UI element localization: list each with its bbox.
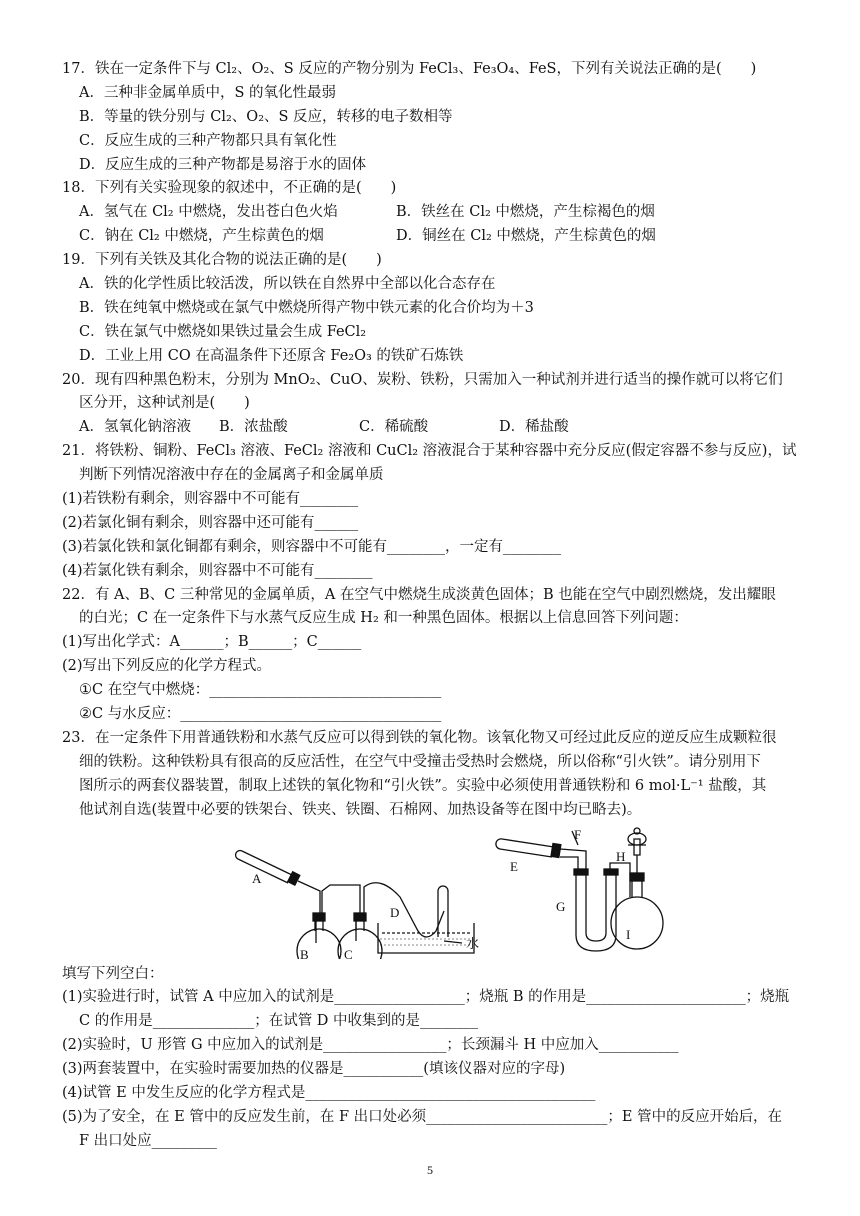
text-line-indented: A．三种非金属单质中，S 的氧化性最弱 xyxy=(79,84,337,101)
label-G: G xyxy=(556,898,566,914)
text-line: (1)若铁粉有剩余，则容器中不可能有________ xyxy=(62,491,359,508)
text-line-indented: F 出口处应_________ xyxy=(79,1132,217,1149)
text-line-indented: 他试剂自选(装置中必要的铁架台、铁夹、铁圈、石棉网、加热设备等在图中均已略去)。 xyxy=(79,801,642,818)
text-line: 18．下列有关实验现象的叙述中，不正确的是( ) xyxy=(62,180,397,197)
option-item: C．钠在 Cl₂ 中燃烧，产生棕黄色的烟 xyxy=(79,228,324,245)
option-item: A．氢氧化钠溶液 xyxy=(79,419,191,436)
test-tube-A xyxy=(236,850,320,918)
apparatus-diagram xyxy=(230,827,710,959)
text-line-indented: A．铁的化学性质比较活泼，所以铁在自然界中全部以化合态存在 xyxy=(79,276,496,293)
text-line-indented: ②C 与水反应：____________________________________ xyxy=(79,706,442,723)
text-line: (4)试管 E 中发生反应的化学方程式是________________________________________ xyxy=(62,1084,596,1101)
flask-C xyxy=(338,882,444,958)
text-line-indented: C．铁在氯气中燃烧如果铁过量会生成 FeCl₂ xyxy=(79,323,367,340)
label-C: C xyxy=(344,946,353,959)
question-content xyxy=(62,58,810,1154)
apparatus-figure xyxy=(62,823,810,963)
text-line: 23．在一定条件下用普通铁粉和水蒸气反应可以得到铁的氧化物。该氧化物又可经过此反应的逆反应生成颗粒很 xyxy=(62,729,777,746)
label-F: F xyxy=(574,826,582,842)
text-line: (4)若氯化铁有剩余，则容器中不可能有________ xyxy=(62,562,373,579)
text-line: (3)若氯化铁和氯化铜都有剩余，则容器中不可能有________，一定有________ xyxy=(62,538,562,555)
text-line: (1)写出化学式：A______；B______；C______ xyxy=(62,634,362,651)
text-line: (2)若氯化铜有剩余，则容器中还可能有______ xyxy=(62,514,359,531)
option-item: B．铁丝在 Cl₂ 中燃烧，产生棕褐色的烟 xyxy=(396,204,655,221)
text-line-indented: B．等量的铁分别与 Cl₂、O₂、S 反应，转移的电子数相等 xyxy=(79,108,453,125)
text-line: (2)实验时，U 形管 G 中应加入的试剂是_________________；长颈漏斗 H 中应加入___________ xyxy=(62,1037,679,1054)
option-item: A．氢气在 Cl₂ 中燃烧，发出苍白色火焰 xyxy=(79,204,338,221)
text-line-indented: 的白光；C 在一定条件下与水蒸气反应生成 H₂ 和一种黑色固体。根据以上信息回答下列问题： xyxy=(79,610,688,627)
text-line: 填写下列空白： xyxy=(62,965,164,982)
label-D: D xyxy=(390,904,400,920)
text-line-indented: B．铁在纯氧中燃烧或在氯气中燃烧所得产物中铁元素的化合价均为＋3 xyxy=(79,299,534,316)
label-water: 水 xyxy=(466,935,480,951)
text-line: 22．有 A、B、C 三种常见的金属单质，A 在空气中燃烧生成淡黄色固体；B 也能在空气中剧烈燃烧，发出耀眼 xyxy=(62,586,776,603)
text-line: (2)写出下列反应的化学方程式。 xyxy=(62,658,272,675)
label-A: A xyxy=(252,870,262,886)
text-line: 19．下列有关铁及其化合物的说法正确的是( ) xyxy=(62,252,382,269)
text-line: 17．铁在一定条件下与 Cl₂、O₂、S 反应的产物分别为 FeCl₃、Fe₃O₄、FeS，下列有关说法正确的是( ) xyxy=(62,61,757,77)
option-item: C．稀硫酸 xyxy=(359,419,429,436)
text-line-indented: 图所示的两套仪器装置，制取上述铁的氧化物和“引火铁”。实验中必须使用普通铁粉和 6 mol·L⁻¹ 盐酸，其 xyxy=(79,777,767,794)
label-E: E xyxy=(510,858,518,874)
text-line: (5)为了安全，在 E 管中的反应发生前，在 F 出口处必须_________________________；E 管中的反应开始后，在 xyxy=(62,1108,783,1125)
option-item: D．稀盐酸 xyxy=(499,419,569,436)
text-line-indented: ①C 在空气中燃烧：________________________________ xyxy=(79,682,442,699)
options-row xyxy=(62,416,810,440)
text-line-indented: 细的铁粉。这种铁粉具有很高的反应活性，在空气中受撞击受热时会燃烧，所以俗称“引火铁”。请分别用下 xyxy=(79,753,761,770)
option-item: B．浓盐酸 xyxy=(219,419,288,436)
text-line: 21．将铁粉、铜粉、FeCl₃ 溶液、FeCl₂ 溶液和 CuCl₂ 溶液混合于某种容器中充分反应(假定容器不参与反应)，试 xyxy=(62,443,797,460)
text-line: (1)实验进行时，试管 A 中应加入的试剂是__________________；烧瓶 B 的作用是______________________；烧瓶 xyxy=(62,989,790,1006)
u-tube-G xyxy=(574,863,630,951)
text-line-indented: D．反应生成的三种产物都是易溶于水的固体 xyxy=(79,156,367,173)
label-I: I xyxy=(626,926,631,942)
options-row xyxy=(62,225,810,249)
test-tube-D xyxy=(438,886,448,937)
label-B: B xyxy=(300,946,309,959)
text-line-indented: C 的作用是______________；在试管 D 中收集到的是________ xyxy=(79,1013,479,1030)
text-line: 20．现有四种黑色粉末，分别为 MnO₂、CuO、炭粉、铁粉，只需加入一种试剂并进行适当的操作就可以将它们 xyxy=(62,371,783,388)
page-number: 5 xyxy=(427,1163,433,1177)
flask-with-funnel-H xyxy=(611,828,663,949)
text-line-indented: 判断下列情况溶液中存在的金属离子和金属单质 xyxy=(79,467,384,484)
text-line: (3)两套装置中，在实验时需要加热的仪器是___________(填该仪器对应的字母) xyxy=(62,1061,566,1078)
label-H: H xyxy=(616,848,626,864)
text-line-indented: D．工业上用 CO 在高温条件下还原含 Fe₂O₃ 的铁矿石炼铁 xyxy=(79,347,464,364)
text-line-indented: 区分开，这种试剂是( ) xyxy=(79,395,250,412)
option-item: D．铜丝在 Cl₂ 中燃烧，产生棕黄色的烟 xyxy=(396,228,656,245)
options-row xyxy=(62,201,810,225)
text-line-indented: C．反应生成的三种产物都只具有氧化性 xyxy=(79,132,337,149)
water-trough xyxy=(378,923,474,953)
